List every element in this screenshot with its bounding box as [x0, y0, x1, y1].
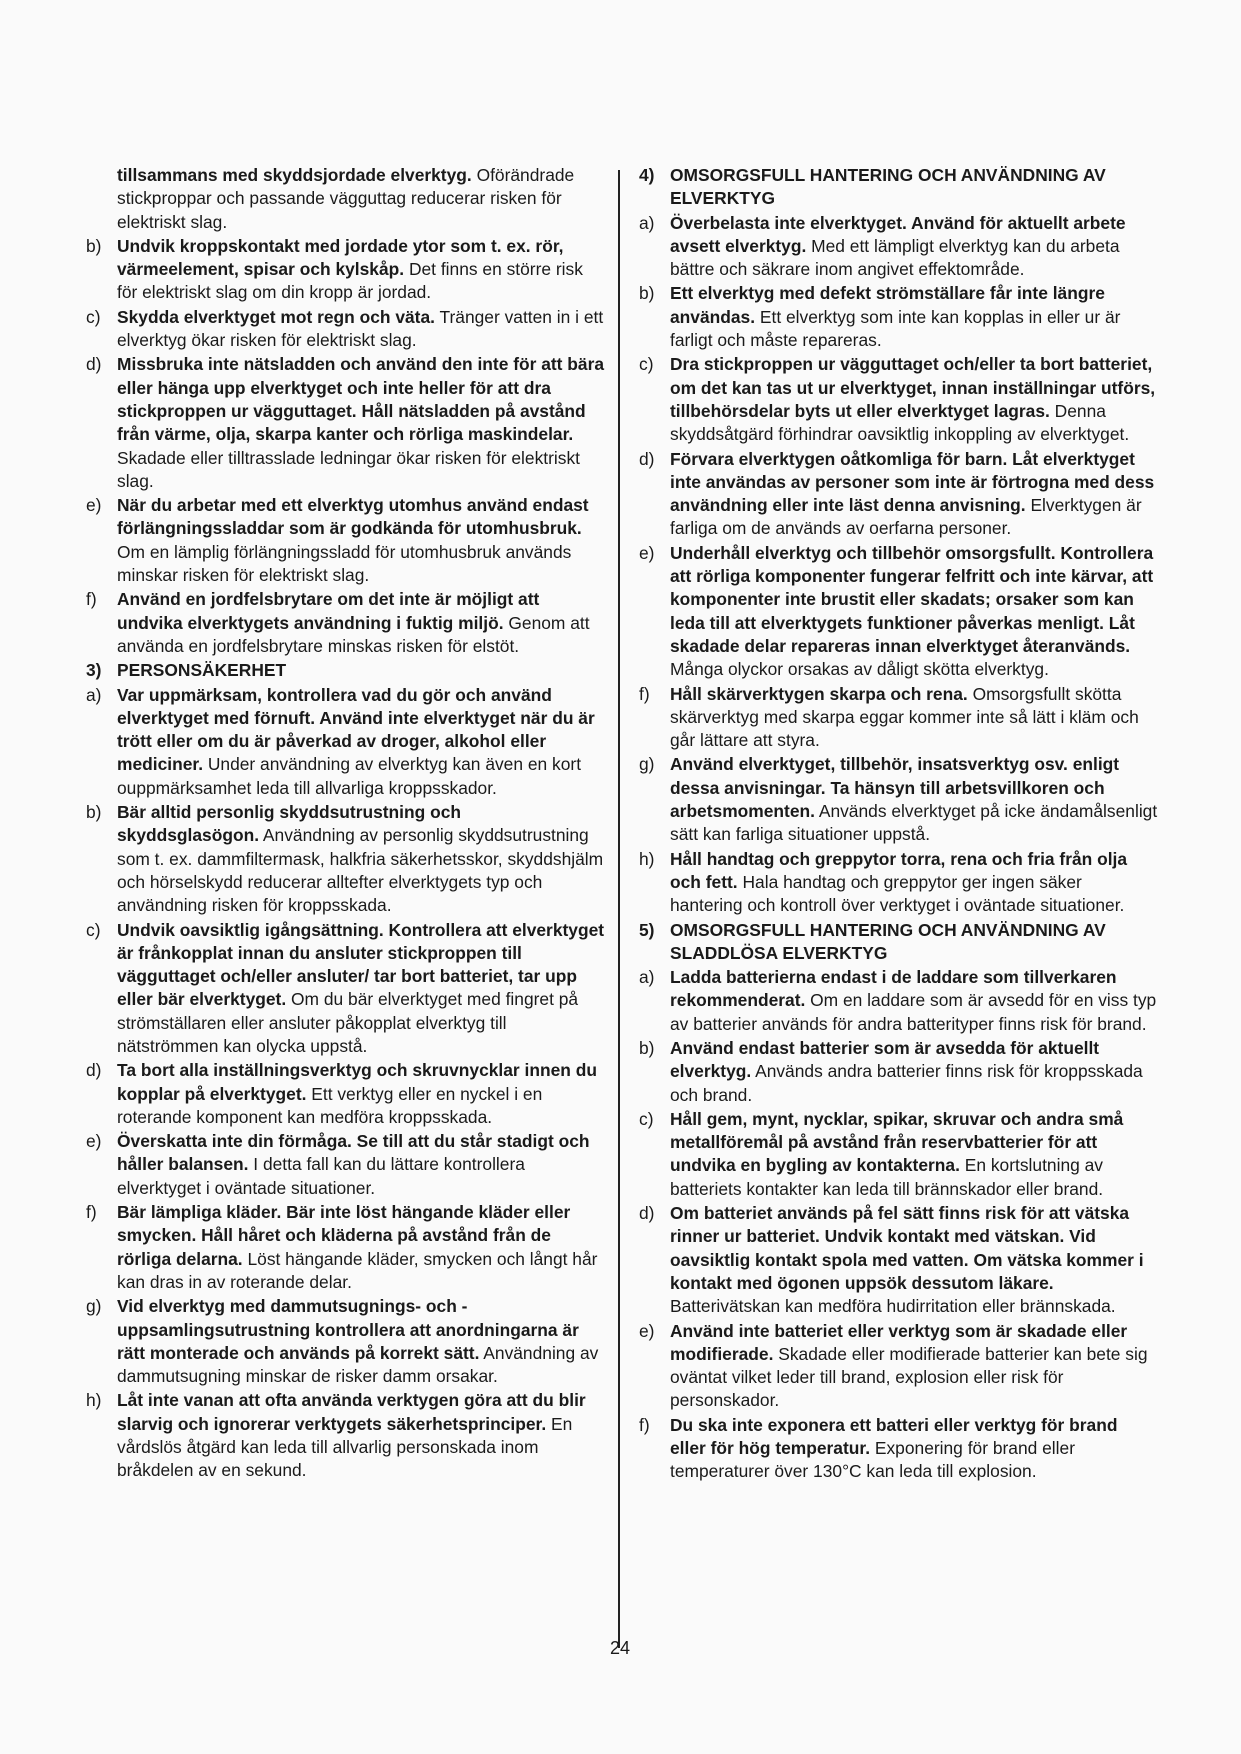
- list-item-c: c) Håll gem, mynt, nycklar, spikar, skruvar och andra små metallföremål på avstånd från reservbatterier för att undvika en bygling av kontakterna. En kortslutning av batteriets kontakter kan leda till brännskador eller brand.: [639, 1108, 1124, 1199]
- list-item-g: g) Vid elverktyg med dammutsugnings- och -uppsamlingsutrustning kontrollera att anordningarna är rätt monterade och används på korrekt sätt. Användning av dammutsugning minskar de risker damm orsakar.: [86, 1296, 599, 1387]
- section-heading-sladdlosa: 5) OMSORGSFULL HANTERING OCH ANVÄNDNING AV SLADDLÖSA ELVERKTYG: [639, 919, 1106, 963]
- list-item-f: f) Använd en jordfelsbrytare om det inte är möjligt att undvika elverktygets användning i fuktig miljö. Genom att använda en jordfelsbrytare minskas risken för elstöt.: [86, 589, 590, 656]
- list-item-e: e) Använd inte batteriet eller verktyg som är skadade eller modifierade. Skadade eller modifierade batterier kan bete sig oväntat vilket leder till brand, explosion eller risk för personskador.: [639, 1320, 1148, 1411]
- list-item-a: a) Ladda batterierna endast i de laddare som tillverkaren rekommenderat. Om en laddare som är avsedd för en viss typ av batterier används för andra batterityper finns risk för brand.: [639, 967, 1157, 1034]
- list-item-d: d) Förvara elverktygen oåtkomliga för barn. Låt elverktyget inte användas av personer som inte är förtrogna med dess användning eller inte läst denna anvisning. Elverktygen är farliga om de används av oerfarna personer.: [639, 448, 1155, 539]
- list-item-h: h) Låt inte vanan att ofta använda verktygen göra att du blir slarvig och ignorerar verktygets säkerhetsprinciper. En vårdslös åtgärd kan leda till allvarlig personskada inom bråkdelen av en sekund.: [86, 1390, 586, 1481]
- list-item-e: e) Underhåll elverktyg och tillbehör omsorgsfullt. Kontrollera att rörliga komponenter fungerar felfritt och inte kärvar, att komponenter inte brustit eller skadats; orsaker som kan leda till att elverktygets funktioner påverkas menligt. Låt skadade delar repareras innan elverktyget återanvänds. Många olyckor orsakas av dåligt skötta elverktyg.: [639, 542, 1154, 680]
- list-item-c: c) Skydda elverktyget mot regn och väta. Tränger vatten in i ett elverktyg ökar risken för elektriskt slag.: [86, 306, 604, 351]
- list-item-d: d) Ta bort alla inställningsverktyg och skruvnycklar innen du kopplar på elverktyget. Ett verktyg eller en nyckel i en roterande komponent kan medföra kroppsskada.: [86, 1060, 597, 1127]
- list-item-c: c) Undvik oavsiktlig igångsättning. Kontrollera att elverktyget är frånkopplat innan du ansluter stickproppen till vägguttaget och/eller ansluter/ tar bort batteriet, tar upp eller bär elverktyget. Om du bär elverktyget med fingret på strömställaren eller ansluter påkopplat elverktyg till nätströmmen kan olycka uppstå.: [86, 919, 605, 1056]
- list-item-f: f) Håll skärverktygen skarpa och rena. Omsorgsfullt skötta skärverktyg med skarpa eggar kommer inte så lätt i kläm och går lättare att styra.: [639, 683, 1139, 751]
- list-item-d: d) Missbruka inte nätsladden och använd den inte för att bära eller hänga upp elverktyget och inte heller för att dra stickproppen ur vägguttaget. Håll nätsladden på avstånd från värme, olja, skarpa kanter och rörliga maskindelar. Skadade eller tilltrasslade ledningar ökar risken för elektriskt slag.: [86, 354, 605, 491]
- column-divider: [618, 170, 620, 1648]
- list-item-f: f) Du ska inte exponera ett batteri eller verktyg för brand eller för hög temperatur. Exponering för brand eller temperaturer över 130°C kan leda till explosion.: [639, 1414, 1118, 1482]
- list-item-b: b) Bär alltid personlig skyddsutrustning och skyddsglasögon. Användning av personlig skyddsutrustning som t. ex. dammfiltermask, halkfria säkerhetsskor, skyddshjälm och hörselskydd reducerar alltefter elverktygets typ och användning risken för kroppsskada.: [86, 802, 604, 916]
- list-item-a: a) Var uppmärksam, kontrollera vad du gör och använd elverktyget med förnuft. Använd inte elverktyget när du är trött eller om du är påverkad av droger, alkohol eller mediciner. Under användning av elverktyg kan även en kort ouppmärksamhet leda till allvarliga kroppsskador.: [86, 684, 595, 798]
- list-item-h: h) Håll handtag och greppytor torra, rena och fria från olja och fett. Hala handtag och greppytor ger ingen säker hantering och kontroll över verktyget i oväntade situationer.: [639, 848, 1128, 916]
- list-item-b: b) Undvik kroppskontakt med jordade ytor som t. ex. rör, värmeelement, spisar och kylskåp. Det finns en större risk för elektriskt slag om din kropp är jordad.: [86, 235, 583, 303]
- list-item-f: f) Bär lämpliga kläder. Bär inte löst hängande kläder eller smycken. Håll håret och kläderna på avstånd från de rörliga delarna. Löst hängande kläder, smycken och långt hår kan dras in av roterande delar.: [86, 1202, 598, 1292]
- list-item-b: b) Använd endast batterier som är avsedda för aktuellt elverktyg. Används andra batterier finns risk för kroppsskada och brand.: [639, 1037, 1143, 1105]
- list-item-e: e) När du arbetar med ett elverktyg utomhus använd endast förlängningssladdar som är godkända för utomhusbruk. Om en lämplig förlängningssladd för utomhusbruk används minskar risken för elektriskt slag.: [86, 495, 589, 586]
- continued-paragraph: tillsammans med skyddsjordade elverktyg. Oförändrade stickproppar och passande vägguttag reducerar risken för elektriskt slag.: [117, 165, 575, 232]
- page-number: 24: [609, 1638, 631, 1658]
- list-item-g: g) Använd elverktyget, tillbehör, insatsverktyg osv. enligt dessa anvisningar. Ta hänsyn till arbetsvillkoren och arbetsmomenten. Används elverktyget på icke ändamålsenligt sätt kan farliga situationer uppstå.: [639, 754, 1158, 845]
- section-heading-elverktyg: 4) OMSORGSFULL HANTERING OCH ANVÄNDNING AV ELVERKTYG: [639, 165, 1106, 209]
- list-item-b: b) Ett elverktyg med defekt strömställare får inte längre användas. Ett elverktyg som inte kan kopplas in eller ur är farligt och måste repareras.: [639, 283, 1121, 351]
- list-item-e: e) Överskatta inte din förmåga. Se till att du står stadigt och håller balansen. I detta fall kan du lättare kontrollera elverktyget i oväntade situationer.: [86, 1131, 590, 1198]
- list-item-a: a) Överbelasta inte elverktyget. Använd för aktuellt arbete avsett elverktyg. Med ett lämpligt elverktyg kan du arbeta bättre och säkrare inom angivet effektområde.: [639, 212, 1126, 280]
- section-heading-personsakerhet: 3) PERSONSÄKERHET: [86, 660, 287, 681]
- right-column: [633, 164, 1158, 1485]
- list-item-c: c) Dra stickproppen ur vägguttaget och/eller ta bort batteriet, om det kan tas ut ur elverktyget, innan inställningar utförs, tillbehörsdelar byts ut eller elverktyget lagras. Denna skyddsåtgärd förhindrar oavsiktlig inkoppling av elverktyget.: [639, 354, 1156, 445]
- left-column: [80, 164, 605, 1484]
- list-item-d: d) Om batteriet används på fel sätt finns risk för att vätska rinner ur batteriet. Undvik kontakt med vätskan. Vid oavsiktlig kontakt spola med vatten. Om vätska kommer i kontakt med ögonen uppsök dessutom läkare. Batterivätskan kan medföra hudirritation eller brännskada.: [639, 1203, 1144, 1317]
